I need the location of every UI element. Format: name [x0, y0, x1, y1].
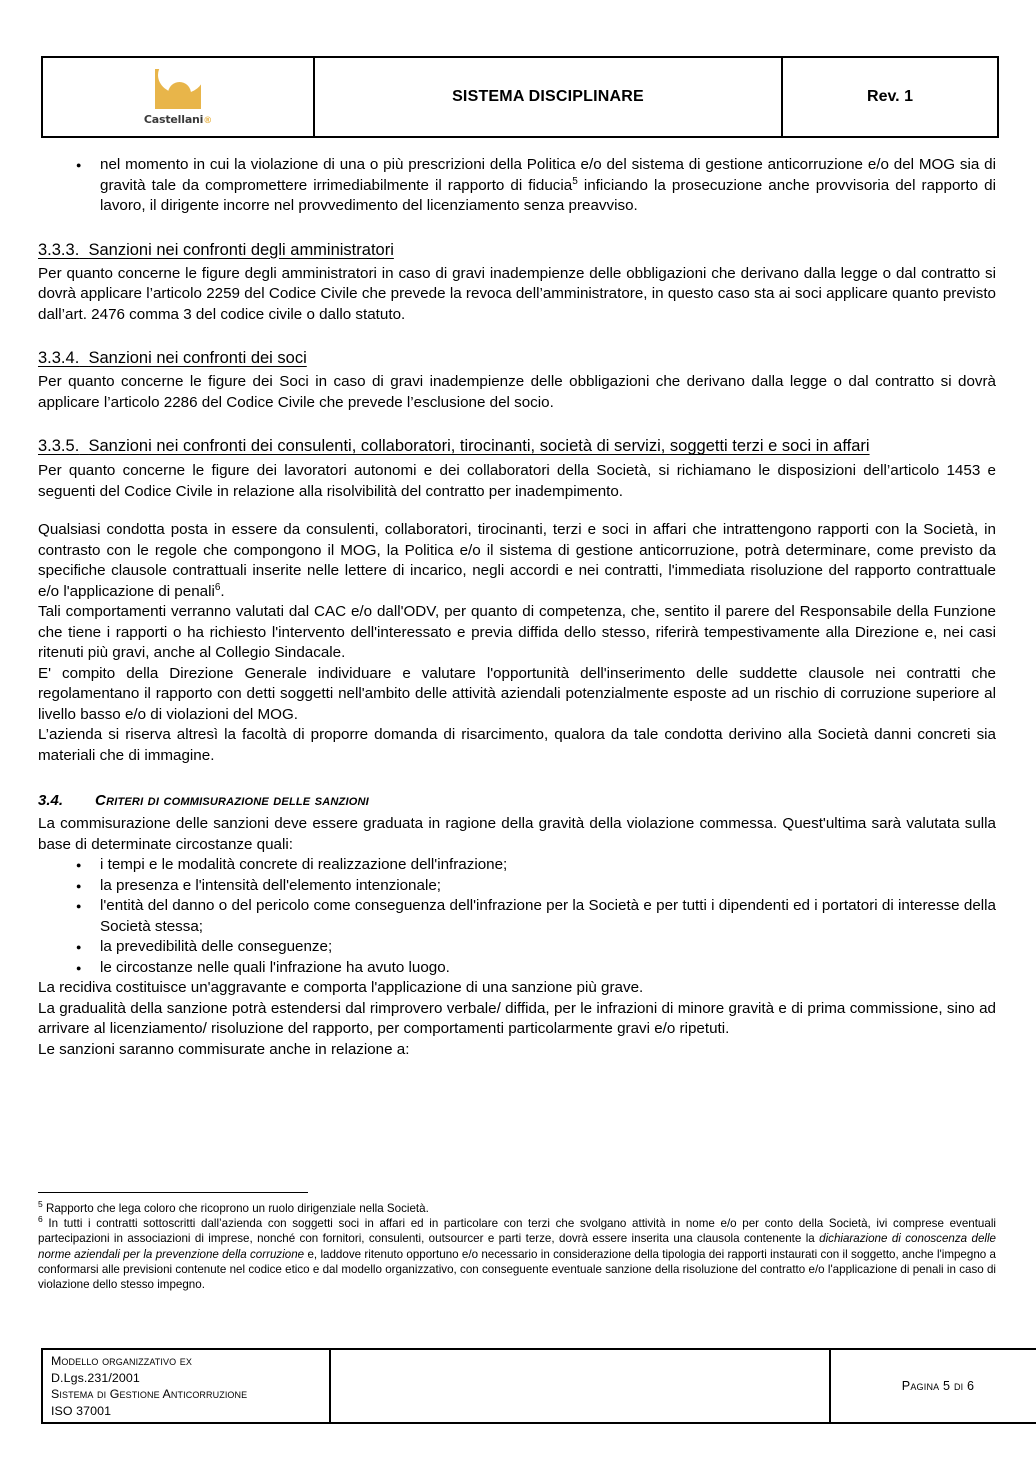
heading-text: Criteri di commisurazione delle sanzioni: [95, 792, 369, 809]
document-footer-table: [41, 1348, 1036, 1424]
top-bullet-list: [38, 155, 996, 217]
footnotes-block: [38, 1192, 996, 1292]
header-row: [42, 57, 998, 137]
list-item: [38, 958, 996, 979]
footnote-ref-6: 6: [214, 581, 221, 593]
list-item: [38, 876, 996, 897]
paragraph-3-3-3: Per quanto concerne le figure degli amministratori in caso di gravi inadempienze delle obbligazioni che derivano dalla legge o dal contratto si dovrà applicare l’articolo 2259 del Codice Civile che prevede la revoca dell’amministratore, in questo caso sta ai soci applicare quanto previsto dall’art. 2476 comma 3 del codice civile o dallo statuto.: [38, 264, 996, 323]
top-bullet-text: nel momento in cui la violazione di una o più prescrizioni della Politica e/o del sistema di gestione anticorruzione e/o del MOG sia di gravità tale da compromettere irrimediabilmente il rapporto di fiducia: [100, 156, 996, 194]
heading-text: Sanzioni nei confronti dei soci: [88, 349, 307, 367]
heading-text: Sanzioni nei confronti degli amministratori: [88, 240, 394, 259]
logo-wordmark-text: Castellani: [143, 112, 204, 126]
paragraph-commisurazione: La commisurazione delle sanzioni deve essere graduata in ragione della gravità della violazione commessa. Quest'ultima sarà valutata sulla base di determinate circostanze quali:: [38, 815, 996, 853]
logo-corner-notch: [189, 69, 201, 83]
footnote-ref-5: 5: [572, 175, 578, 187]
castellani-logo-mark-icon: [155, 69, 201, 109]
top-bullet-text-cont: inficiando la prosecuzione anche provvisoria del rapporto di lavoro, il dirigente incorre nel provvedimento del licenziamento senza preavviso.: [100, 176, 996, 214]
paragraph-compito-direzione: E' compito della Direzione Generale individuare e valutare l'opportunità dell'inserimento delle suddette clausole nei contratti che regolamentano il rapporto con detti soggetti nell'ambito delle attività aziendali potenzialmente esposte ad un rischio di corruzione superiore al livello basso e/o di violazioni del MOG.: [38, 664, 996, 723]
heading-3-4: [38, 790, 996, 811]
footnote-separator-rule: [38, 1192, 308, 1193]
heading-number: 3.3.4.: [38, 349, 80, 367]
list-item-label: la prevedibilità delle conseguenze;: [100, 938, 333, 955]
page-number-label: Pagina 5 di 6: [901, 1379, 975, 1393]
list-item-label: i tempi e le modalità concrete di realizzazione dell'infrazione;: [100, 856, 508, 873]
footnote-6: [38, 1216, 996, 1292]
footer-empty-cell: [330, 1349, 830, 1423]
heading-3-3-4: [38, 347, 996, 369]
paragraph-3-3-5: Per quanto concerne le figure dei lavoratori autonomi e dei collaboratori della Società, si richiamano le disposizioni dell’articolo 1453 e seguenti del Codice Civile in relazione alla risolvibilità del contratto per inadempimento.: [38, 462, 996, 500]
footnote-6-marker: 6: [38, 1214, 43, 1225]
heading-number: 3.3.5.: [38, 437, 80, 455]
footnote-5-text: Rapporto che lega coloro che ricoprono un ruolo dirigenziale nella Società.: [45, 1202, 429, 1215]
heading-number: 3.4.: [38, 792, 64, 809]
paragraph-recidiva: La recidiva costituisce un'aggravante e comporta l'applicazione di una sanzione più grave.: [38, 979, 644, 996]
header-revision-cell: [782, 57, 998, 137]
logo-wordmark: [144, 113, 212, 128]
footer-row: [42, 1349, 1036, 1423]
heading-3-3-5: [38, 435, 996, 458]
castellani-logo: [144, 67, 212, 128]
logo-registered-icon: ®: [203, 115, 213, 126]
spacer: [38, 502, 996, 520]
list-item-label: la presenza e l'intensità dell'elemento intenzionale;: [100, 876, 441, 894]
list-item-label: l'entità del danno o del pericolo come conseguenza dell'infrazione per la Società e per tutti i dipendenti ed i portatori di interesse della Società stessa;: [100, 897, 996, 935]
footnote-5-marker: 5: [38, 1199, 43, 1210]
footnote-6-text-italic: dichiarazione di conoscenza delle norme aziendali per la prevenzione della corruzione: [38, 1232, 997, 1261]
heading-text: Sanzioni nei confronti dei consulenti, collaboratori, tirocinanti, società di servizi, soggetti terzi e soci in affari: [88, 437, 870, 455]
footer-doc-line-1: Modello organizzativo ex: [51, 1354, 192, 1368]
criteri-bullet-list: [38, 855, 996, 978]
document-title: SISTEMA DISCIPLINARE: [452, 88, 644, 105]
revision-label: Rev. 1: [867, 88, 913, 105]
paragraph-3-3-4: Per quanto concerne le figure dei Soci in caso di gravi inadempienze delle obbligazioni che derivano dalla legge o dal contratto si dovrà applicare l’articolo 2286 del Codice Civile che prevede l’esclusione del socio.: [38, 373, 996, 411]
footer-doc-line-4: ISO 37001: [51, 1403, 112, 1418]
document-body: [38, 155, 996, 1060]
header-title-cell: [314, 57, 782, 137]
paragraph-gradualita: La gradualità della sanzione potrà estendersi dal rimprovero verbale/ diffida, per le infrazioni di minore gravità e di prima commissione, sino ad arrivare al licenziamento/ risoluzione del rapporto, per comportamenti particolarmente gravi e/o ripetuti.: [38, 999, 996, 1037]
paragraph-azienda-risarcimento: L’azienda si riserva altresì la facoltà di proporre domanda di risarcimento, qualora da tale condotta derivino alla Società danni concreti sia materiali che di immagine.: [38, 726, 996, 764]
heading-3-3-3: [38, 239, 996, 261]
footer-doc-info-cell: [42, 1349, 330, 1423]
paragraph-sanzioni-commisurate: Le sanzioni saranno commisurate anche in relazione a:: [38, 1040, 410, 1058]
footer-doc-line-2: D.Lgs.231/2001: [51, 1370, 140, 1385]
list-item: [38, 937, 996, 958]
paragraph-qualsiasi-text: Qualsiasi condotta posta in essere da consulenti, collaboratori, tirocinanti, terzi e soci in affari che intrattengono rapporti con la Società, in contrasto con le regole che compongono il MOG, la Politica e/o il sistema di gestione anticorruzione, potrà determinare, come previsto da specifiche clausole contrattuali inserite nelle lettere di incarico, negli accordi e nei contratti, l'immediata risoluzione del rapporto contrattuale e/o l'applicazione di penali: [38, 521, 996, 600]
header-logo-cell: [42, 57, 314, 137]
footnote-5: [38, 1201, 996, 1216]
footnote-6-text-part1: In tutti i contratti sottoscritti dall’azienda con soggetti soci in affari ed in particolare con terzi che svolgano attività in nome e/o per conto della Società, ivi comprese eventuali partecipazioni in associazioni di imprese, nonché con fornitori, consulenti, outsourcer e parti terze, dovrà essere inserita una clausola contenente la: [38, 1217, 996, 1246]
footer-page-cell: [830, 1349, 1036, 1423]
footnote-6-text-part2: e, laddove ritenuto opportuno e/o necessario in considerazione della tipologia dei rapporti instaurati con il soggetto, anche l'impegno a conformarsi alle previsioni contenute nel codice etico e dal modello organizzativo, con conseguente eventuale sanzione della risoluzione del contratto e/o l'applicazione di penali in caso di violazione dello stesso impegno.: [38, 1247, 996, 1292]
paragraph-qualsiasi-condotta: [38, 520, 996, 602]
document-header-table: [41, 56, 999, 138]
paragraph-tali-comportamenti: Tali comportamenti verranno valutati dal CAC e/o dall'ODV, per quanto di competenza, che, sentito il parere del Responsabile della Funzione che tiene i rapporti o ha richiesto l'intervento dell'interessato e previa diffida dello stesso, riferirà tempestivamente alla Direzione e, nei casi ritenuti più gravi, anche al Collegio Sindacale.: [38, 603, 996, 661]
list-item-label: le circostanze nelle quali l'infrazione ha avuto luogo.: [100, 958, 450, 976]
list-item: [38, 896, 996, 937]
heading-number: 3.3.3.: [38, 240, 80, 259]
footer-doc-line-3: Sistema di Gestione Anticorruzione: [51, 1387, 248, 1401]
list-item: [38, 155, 996, 217]
list-item: [38, 855, 996, 876]
paragraph-qualsiasi-end: .: [220, 582, 225, 600]
